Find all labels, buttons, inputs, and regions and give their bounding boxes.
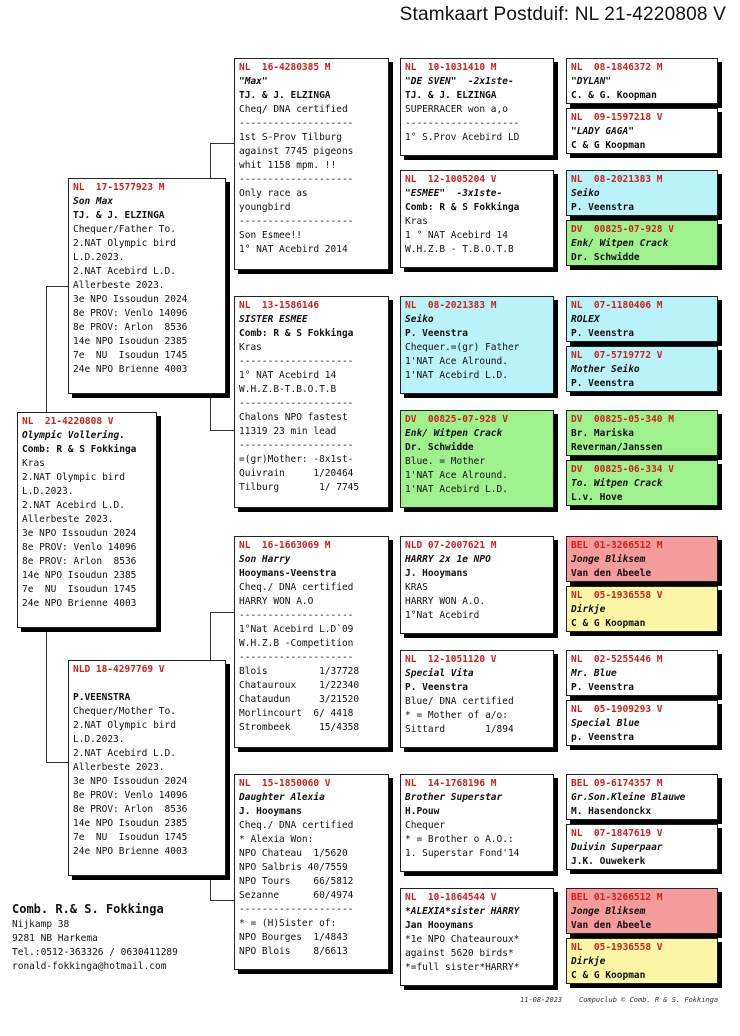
card-line: Kras <box>22 458 45 469</box>
card-line: Son Max <box>73 196 114 207</box>
card-line: L.D.2023. <box>22 486 74 497</box>
card-line: C & G Koopman <box>571 140 646 151</box>
card-line: Special Blue <box>571 718 640 729</box>
card-line: Cheq./ DNA certified <box>239 820 354 831</box>
card-line: 3e NPO Issoudun 2024 <box>73 776 188 787</box>
card-line: -------------------- <box>239 904 354 915</box>
card-line: P. Veenstra <box>571 202 634 213</box>
card-line: Dr. Schwidde <box>571 252 640 263</box>
card-line: -------------------- <box>405 118 520 129</box>
card-line: TJ. & J. ELZINGA <box>73 210 165 221</box>
ring-number: NLD 07-2007621 M <box>405 540 497 551</box>
card-line: Blois 1/37728 <box>239 666 360 677</box>
card-line: Cheq./ DNA certified <box>239 582 354 593</box>
owner-email[interactable]: ronald-fokkinga@hotmail.com <box>12 961 167 972</box>
card-mother-father[interactable] <box>234 536 389 748</box>
card-line: -------------------- <box>239 398 354 409</box>
owner-address-street: Nijkamp 38 <box>12 919 70 930</box>
ring-number: NL 07-5719772 V <box>571 350 663 361</box>
card-line: 7e NU Isoudun 1745 <box>73 832 188 843</box>
card-g8[interactable] <box>566 460 718 506</box>
ring-number: NL 10-1031410 M <box>405 62 497 73</box>
card-line: -------------------- <box>239 216 354 227</box>
card-line: 7e NU Isoudun 1745 <box>73 350 188 361</box>
card-line: Tilburg 1/ 7745 <box>239 482 360 493</box>
card-line: Sittard 1/894 <box>405 724 514 735</box>
card-line: L.D.2023. <box>73 734 125 745</box>
card-line: * = (H)Sister of: <box>239 918 337 929</box>
ring-number: BEL 01-3266512 M <box>571 892 663 903</box>
card-line: 1° NAT Acebird 14 <box>239 370 337 381</box>
card-fmf[interactable] <box>400 296 554 394</box>
card-line: C & G Koopman <box>571 618 646 629</box>
connector-line <box>46 286 47 412</box>
card-mother[interactable] <box>68 660 226 876</box>
card-line: Allerbeste 2023. <box>22 514 114 525</box>
card-g9[interactable] <box>566 536 718 582</box>
card-line: 8e PROV: Venlo 14096 <box>22 542 137 553</box>
card-line: Comb: R & S Fokkinga <box>405 202 520 213</box>
card-line: 1st S-Prov Tilburg <box>239 132 342 143</box>
card-line: L.v. Hove <box>571 492 623 503</box>
card-line: SISTER ESMEE <box>239 314 308 325</box>
card-g15[interactable] <box>566 888 718 934</box>
card-line: "Max" <box>239 76 268 87</box>
ring-number: DV 00825-05-340 M <box>571 414 674 425</box>
card-line: 8e PROV: Venlo 14096 <box>73 308 188 319</box>
card-line: Seiko <box>571 188 600 199</box>
card-line: Chequer <box>405 820 446 831</box>
card-line: 1° NAT Acebird 2014 <box>239 244 348 255</box>
card-line: 2.NAT Olympic bird <box>22 472 125 483</box>
ring-number: NL 08-2021383 M <box>405 300 497 311</box>
card-line: * = Brother o A.O.: <box>405 834 514 845</box>
card-line: Dr. Schwidde <box>405 442 474 453</box>
ring-number: NL 14-1768196 M <box>405 778 497 789</box>
card-line: To. Witpen Crack <box>571 478 663 489</box>
card-line: TJ. & J. ELZINGA <box>239 90 331 101</box>
card-subject[interactable] <box>17 412 157 628</box>
card-father[interactable] <box>68 178 226 394</box>
card-mff[interactable] <box>400 536 554 634</box>
card-line: SUPERRACER won a,o <box>405 104 508 115</box>
card-line: Chequer/Father To. <box>73 224 176 235</box>
connector-line <box>210 900 234 901</box>
card-line: Son Harry <box>239 554 291 565</box>
ring-number: DV 00825-07-928 V <box>405 414 508 425</box>
card-line: 3e NPO Issoudun 2024 <box>73 294 188 305</box>
card-g10[interactable] <box>566 586 718 632</box>
card-line: Son Esmee!! <box>239 230 302 241</box>
card-line: "DE SVEN" -2x1ste- <box>405 76 514 87</box>
card-line: C. & G. Koopman <box>571 90 657 101</box>
card-line: Chalons NPO fastest <box>239 412 348 423</box>
card-line: P. Veenstra <box>571 378 634 389</box>
connector-line <box>210 612 234 613</box>
card-line: NPO Chateau 1/5620 <box>239 848 348 859</box>
ring-number: NLD 18-4297769 V <box>73 664 165 675</box>
card-line: NPO Salbris 40/7559 <box>239 862 348 873</box>
card-line: W.H.Z.B -Competition <box>239 638 354 649</box>
card-line: against 7745 pigeons <box>239 146 354 157</box>
card-line: Only race as <box>239 188 308 199</box>
card-g14[interactable] <box>566 824 718 870</box>
footer-credit: 11-08-2023 Compuclub © Comb. R & S. Fokkinga <box>520 996 719 1004</box>
ring-number: BEL 01-3266512 M <box>571 540 663 551</box>
card-line: Blue. = Mother <box>405 456 486 467</box>
card-line: Hooymans-Veenstra <box>239 568 337 579</box>
card-line: -------------------- <box>239 356 354 367</box>
card-line: whit 1158 mpm. !! <box>239 160 337 171</box>
connector-line <box>46 286 68 287</box>
connector-line <box>46 762 68 763</box>
card-line: 11319 23 min lead <box>239 426 337 437</box>
page-title: Stamkaart Postduif: NL 21-4220808 V <box>399 4 726 25</box>
card-line: P.VEENSTRA <box>73 692 131 703</box>
card-line: TJ. & J. ELZINGA <box>405 90 497 101</box>
card-line: P. Veenstra <box>571 682 634 693</box>
card-line: 24e NPO Brienne 4003 <box>73 364 188 375</box>
ring-number: NL 05-1936558 V <box>571 942 663 953</box>
card-line: Strombeek 15/4358 <box>239 722 360 733</box>
card-ffm[interactable] <box>400 170 554 268</box>
card-line: KRAS <box>405 582 428 593</box>
card-line: P. Veenstra <box>571 328 634 339</box>
ring-number: NL 08-2021383 M <box>571 174 663 185</box>
connector-line <box>210 143 234 144</box>
connector-line <box>46 632 47 762</box>
card-line: Brother Superstar <box>405 792 503 803</box>
card-line: Special Vita <box>405 668 474 679</box>
card-line: C & G Koopman <box>571 970 646 981</box>
card-line: NPO Blois 8/6613 <box>239 946 348 957</box>
card-line: ROLEX <box>571 314 600 325</box>
card-line: Jonge Bliksem <box>571 906 646 917</box>
card-line: * = Mother of a/o: <box>405 710 508 721</box>
card-line: L.D.2023. <box>73 252 125 263</box>
card-line: 1'NAT Acebird L.D. <box>405 484 508 495</box>
card-g1[interactable] <box>566 58 718 104</box>
card-line <box>73 677 221 691</box>
card-line: Chequer/Mother To. <box>73 706 176 717</box>
card-line: Cheq/ DNA certified <box>239 104 348 115</box>
card-g5[interactable] <box>566 296 718 342</box>
owner-info <box>12 900 178 974</box>
ring-number: NL 12-1051120 V <box>405 654 497 665</box>
ring-number: NL 09-1597218 V <box>571 112 663 123</box>
card-mmm[interactable] <box>400 888 554 986</box>
ring-number: NL 21-4220808 V <box>22 416 114 427</box>
owner-phone: Tel.:0512-363326 / 0630411289 <box>12 947 178 958</box>
ring-number: NL 16-1663069 M <box>239 540 331 551</box>
card-line: Dirkje <box>571 604 606 615</box>
card-line: J.K. Ouwekerk <box>571 856 646 867</box>
card-line: 14e NPO Isoudun 2385 <box>22 570 137 581</box>
card-line: 2.NAT Acebird L.D. <box>73 266 176 277</box>
card-line: Van den Abeele <box>571 920 652 931</box>
card-line: 1'NAT Acebird L.D. <box>405 370 508 381</box>
card-line: Morlincourt 6/ 4418 <box>239 708 354 719</box>
card-line: Kras <box>239 342 262 353</box>
card-line: -------------------- <box>239 610 354 621</box>
card-line: Olympic Vollering. <box>22 430 125 441</box>
card-line: HARRY 2x 1e NPO <box>405 554 491 565</box>
card-line: 14e NPO Isoudun 2385 <box>73 818 188 829</box>
card-mfm[interactable] <box>400 650 554 748</box>
card-line: W.H.Z.B - T.B.O.T.B <box>405 244 514 255</box>
ring-number: NL 07-1180406 M <box>571 300 663 311</box>
card-line: youngbird <box>239 202 291 213</box>
card-mother-mother[interactable] <box>234 774 389 970</box>
card-line: Comb: R & S Fokkinga <box>239 328 354 339</box>
card-line: Chataudun 3/21520 <box>239 694 360 705</box>
card-line: -------------------- <box>239 174 354 185</box>
card-line: Van den Abeele <box>571 568 652 579</box>
card-line: 2.NAT Olympic bird <box>73 720 176 731</box>
ring-number: NL 13-1586146 <box>239 300 320 311</box>
card-mmf[interactable] <box>400 774 554 872</box>
card-line: Jonge Bliksem <box>571 554 646 565</box>
card-line: * Alexia Won: <box>239 834 314 845</box>
ring-number: NL 08-1846372 M <box>571 62 663 73</box>
card-line: W.H.Z.B-T.B.O.T.B <box>239 384 337 395</box>
card-line: Seiko <box>405 314 434 325</box>
card-line: 1. Superstar Fond'14 <box>405 848 520 859</box>
card-line: Comb: R & S Fokkinga <box>22 444 137 455</box>
card-line: Mr. Blue <box>571 668 617 679</box>
card-line: 2.NAT Acebird L.D. <box>22 500 125 511</box>
card-line: Blue/ DNA certified <box>405 696 514 707</box>
ring-number: NL 10-1864544 V <box>405 892 497 903</box>
card-line: 7e NU Isoudun 1745 <box>22 584 137 595</box>
card-line: 14e NPO Isoudun 2385 <box>73 336 188 347</box>
card-line: Kras <box>405 216 428 227</box>
card-g11[interactable] <box>566 650 718 696</box>
card-g7[interactable] <box>566 410 718 456</box>
card-line: =(gr)Mother: -8x1st- <box>239 454 354 465</box>
card-line: "DYLAN" <box>571 76 612 87</box>
card-line: against 5620 birds* <box>405 948 514 959</box>
card-line: 24e NPO Brienne 4003 <box>73 846 188 857</box>
card-line: H.Pouw <box>405 806 440 817</box>
ring-number: NL 15-1850060 V <box>239 778 331 789</box>
card-line: *=full sister*HARRY* <box>405 962 520 973</box>
card-line: *1e NPO Chateauroux* <box>405 934 520 945</box>
card-line: Mother Seiko <box>571 364 640 375</box>
ring-number: NL 05-1936558 V <box>571 590 663 601</box>
card-line: Dirkje <box>571 956 606 967</box>
connector-line <box>210 143 211 178</box>
card-line: -------------------- <box>239 440 354 451</box>
ring-number: NL 05-1909293 V <box>571 704 663 715</box>
card-g2[interactable] <box>566 108 718 154</box>
card-line: Sezanne 60/4974 <box>239 890 354 901</box>
card-line: 1'NAT Ace Alround. <box>405 356 508 367</box>
card-line: 1°Nat Acebird L.D`09 <box>239 624 354 635</box>
card-line: Chequer.=(gr) Father <box>405 342 520 353</box>
card-line: Gr.Son.Kleine Blauwe <box>571 792 686 803</box>
card-line: 1'NAT Ace Alround. <box>405 470 508 481</box>
card-line: 8e PROV: Arlon 8536 <box>73 322 188 333</box>
card-fff[interactable] <box>400 58 554 156</box>
ring-number: NL 16-4280385 M <box>239 62 331 73</box>
ring-number: NL 07-1847619 V <box>571 828 663 839</box>
connector-line <box>210 430 234 431</box>
card-line: Enk/ Witpen Crack <box>405 428 503 439</box>
card-line: Jan Hooymans <box>405 920 474 931</box>
card-line: 3e NPO Issoudun 2024 <box>22 528 137 539</box>
card-line: HARRY WON A.O. <box>405 596 486 607</box>
card-line: Quivrain 1/20464 <box>239 468 354 479</box>
card-line: J. Hooymans <box>239 806 302 817</box>
card-g12[interactable] <box>566 700 718 746</box>
card-line: NPO Bourges 1/4843 <box>239 932 348 943</box>
card-line: 24e NPO Brienne 4003 <box>22 598 137 609</box>
card-line: 8e PROV: Arlon 8536 <box>73 804 188 815</box>
card-line: HARRY WON A.O <box>239 596 314 607</box>
card-father-mother[interactable] <box>234 296 389 508</box>
card-line: 1° S.Prov Acebird LD <box>405 132 520 143</box>
card-line: P. Veenstra <box>405 328 468 339</box>
card-line: 8e PROV: Venlo 14096 <box>73 790 188 801</box>
card-line: p. Veenstra <box>571 732 634 743</box>
ring-number: NL 02-5255446 M <box>571 654 663 665</box>
card-line: Daughter Alexia <box>239 792 325 803</box>
card-g3[interactable] <box>566 170 718 216</box>
ring-number: DV 00825-07-928 V <box>571 224 674 235</box>
connector-line <box>210 392 211 430</box>
card-line: "ESMEE" -3x1ste- <box>405 188 503 199</box>
card-line: "LADY GAGA" <box>571 126 634 137</box>
card-line: J. Hooymans <box>405 568 468 579</box>
card-line: Allerbeste 2023. <box>73 280 165 291</box>
card-line: 2.NAT Acebird L.D. <box>73 748 176 759</box>
card-line: 8e PROV: Arlon 8536 <box>22 556 137 567</box>
card-g4[interactable] <box>566 220 718 266</box>
card-line: M. Hasendonckx <box>571 806 652 817</box>
owner-address-city: 9281 NB Harkema <box>12 933 98 944</box>
card-line: P. Veenstra <box>405 682 468 693</box>
card-line: Allerbeste 2023. <box>73 762 165 773</box>
card-g6[interactable] <box>566 346 718 392</box>
card-line: -------------------- <box>239 118 354 129</box>
card-g16[interactable] <box>566 938 718 984</box>
card-fmm[interactable] <box>400 410 554 508</box>
card-line: 1 ° NAT Acebird 14 <box>405 230 508 241</box>
card-line: Enk/ Witpen Crack <box>571 238 669 249</box>
card-father-father[interactable] <box>234 58 389 270</box>
ring-number: BEL 09-6174357 M <box>571 778 663 789</box>
card-line: 2.NAT Olympic bird <box>73 238 176 249</box>
ring-number: NL 17-1577923 M <box>73 182 165 193</box>
card-g13[interactable] <box>566 774 718 820</box>
card-line: Chatauroux 1/22340 <box>239 680 360 691</box>
card-line: 1°Nat Acebird <box>405 610 480 621</box>
ring-number: DV 00825-06-334 V <box>571 464 674 475</box>
card-line: Duivin Superpaar <box>571 842 663 853</box>
ring-number: NL 12-1005204 V <box>405 174 497 185</box>
card-line: Reverman/Janssen <box>571 442 663 453</box>
owner-name: Comb. R.& S. Fokkinga <box>12 902 164 916</box>
card-line: Br. Mariska <box>571 428 634 439</box>
connector-line <box>210 612 211 660</box>
card-line: *ALEXIA*sister HARRY <box>405 906 520 917</box>
card-line: -------------------- <box>239 652 354 663</box>
card-line: NPO Tours 66/5812 <box>239 876 354 887</box>
